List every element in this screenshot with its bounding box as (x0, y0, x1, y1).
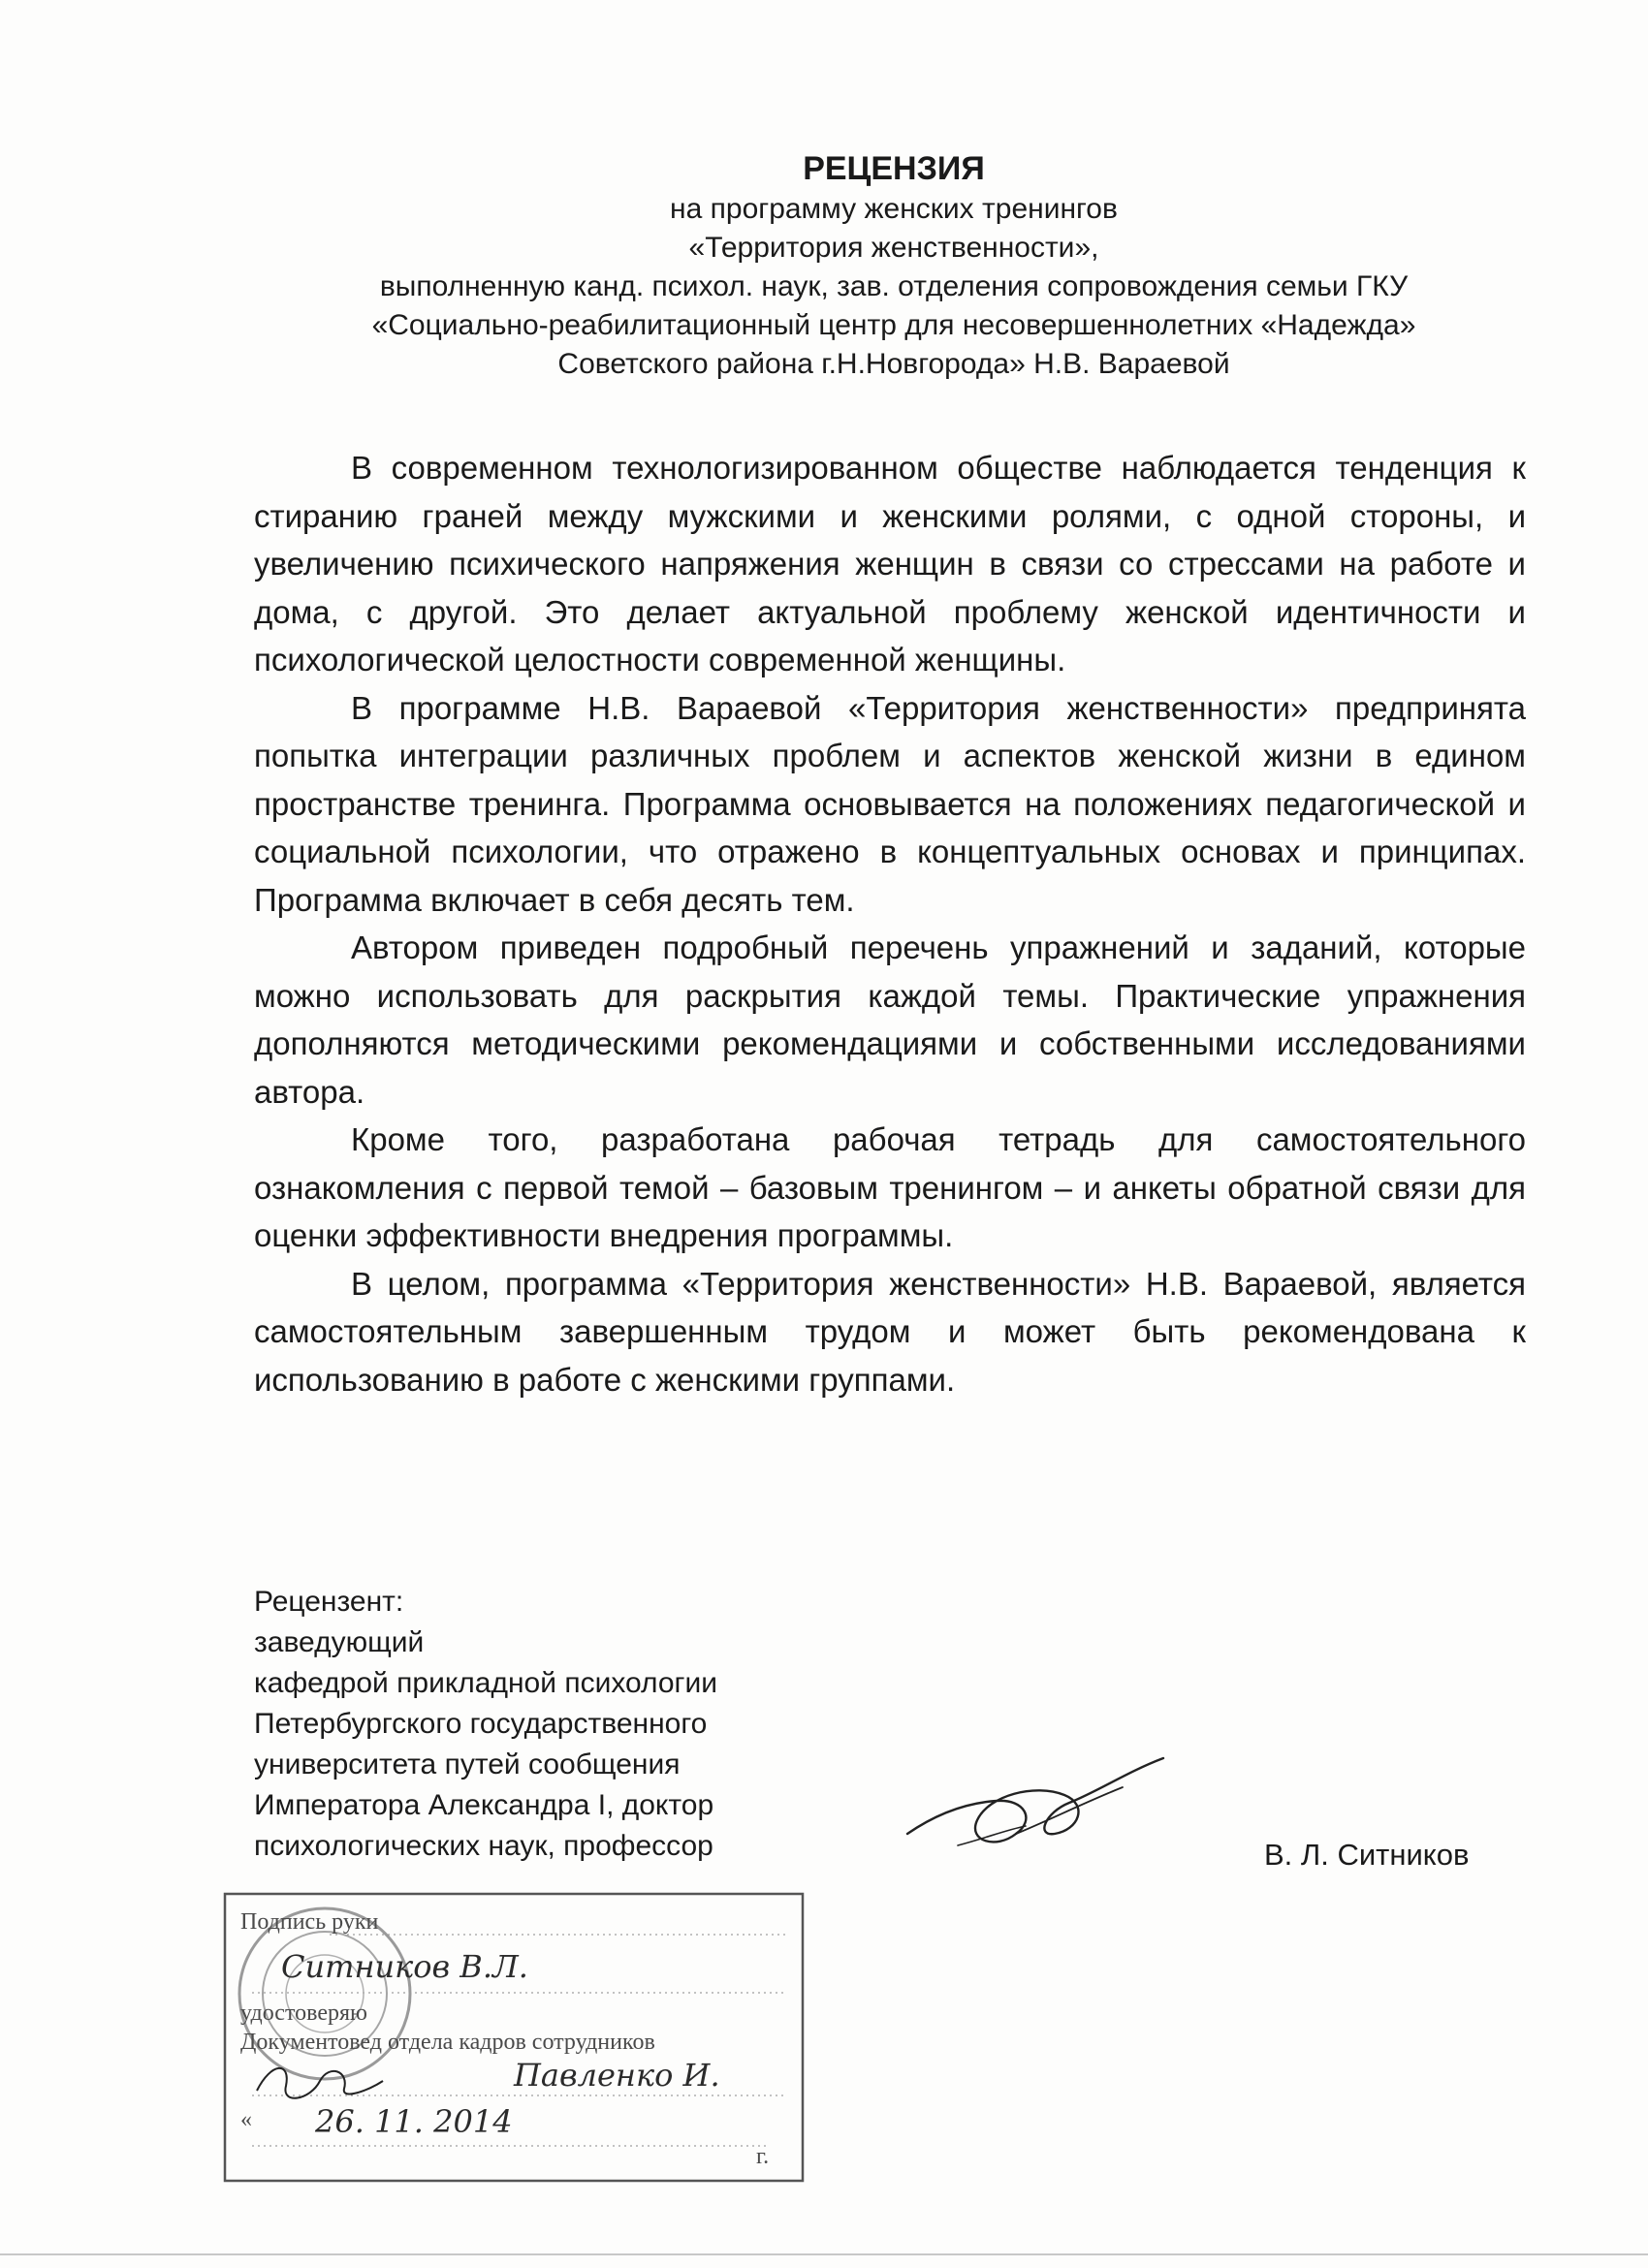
paragraph-4: Кроме того, разработана рабочая тетрадь для самостоятельного ознакомления с первой темой – базовым тренингом – и анкеты обратной связи для оценки эффективности внедрения программы. (254, 1121, 1526, 1253)
paragraph-3: Автором приведен подробный перечень упражнений и заданий, которые можно использовать для раскрытия каждой темы. Практические упражнения дополняются методическими рекомендациями и собственными исследованиями автора. (254, 929, 1526, 1110)
reviewer-line: кафедрой прикладной психологии (254, 1667, 718, 1699)
stamp-line-1: Подпись руки (240, 1909, 379, 1935)
stamp-line-2: удостоверяю (240, 2000, 367, 2026)
paragraph-2: В программе Н.В. Вараевой «Территория женственности» предпринята попытка интеграции различных проблем и аспектов женской жизни в едином пространстве тренинга. Программа основывается на положениях педагогической и социальной психологии, что отражено в концептуальных основах и принципах. Программа включает в себя десять тем. (254, 689, 1526, 918)
stamp-handwritten-officer: Павленко И. (514, 2057, 720, 2094)
reviewer-line: Петербургского государственного (254, 1708, 708, 1740)
reviewer-line: Рецензент: (254, 1586, 404, 1618)
reviewer-line: заведующий (254, 1626, 425, 1658)
certification-stamp (223, 1892, 805, 2183)
reviewer-signature (900, 1745, 1171, 1871)
header-line-2: «Территория женственности», (688, 232, 1099, 264)
reviewer-name: В. Л. Ситников (1264, 1838, 1470, 1872)
reviewer-line: Императора Александра I, доктор (254, 1789, 714, 1821)
paragraph-1: В современном технологизированном обществе наблюдается тенденция к стиранию граней между мужскими и женскими ролями, с одной стороны, и увеличению психического напряжения женщин в связи со стрессами на работе и дома, с другой. Это делает актуальной проблему женской идентичности и психологической целостности современной женщины. (254, 450, 1526, 677)
reviewer-block (254, 1582, 717, 1867)
paragraph-5: В целом, программа «Территория женственности» Н.В. Вараевой, является самостоятельным завершенным трудом и может быть рекомендована к использованию в работе с женскими группами. (254, 1265, 1526, 1398)
document-header (291, 147, 1497, 384)
header-line-1: на программу женских тренингов (670, 193, 1118, 225)
stamp-line-3: Документовед отдела кадров сотрудников (240, 2030, 655, 2055)
stamp-officer-signature (252, 2052, 388, 2110)
stamp-handwritten-name: Ситников В.Л. (281, 1948, 528, 1985)
review-body (254, 444, 1526, 1403)
header-line-4: «Социально-реабилитационный центр для несовершеннолетних «Надежда» (371, 309, 1416, 341)
header-line-3: выполненную канд. психол. наук, зав. отделения сопровождения семьи ГКУ (379, 270, 1409, 302)
header-line-5: Советского района г.Н.Новгорода» Н.В. Вараевой (557, 348, 1230, 380)
stamp-year-suffix: г. (756, 2144, 770, 2169)
stamp-handwritten-date: 26. 11. 2014 (315, 2103, 513, 2140)
document-title: РЕЦЕНЗИЯ (803, 150, 985, 187)
reviewer-line: психологических наук, профессор (254, 1830, 713, 1862)
reviewer-line: университета путей сообщения (254, 1748, 681, 1780)
scan-edge (0, 2253, 1648, 2255)
stamp-quote-mark: « (240, 2107, 252, 2132)
